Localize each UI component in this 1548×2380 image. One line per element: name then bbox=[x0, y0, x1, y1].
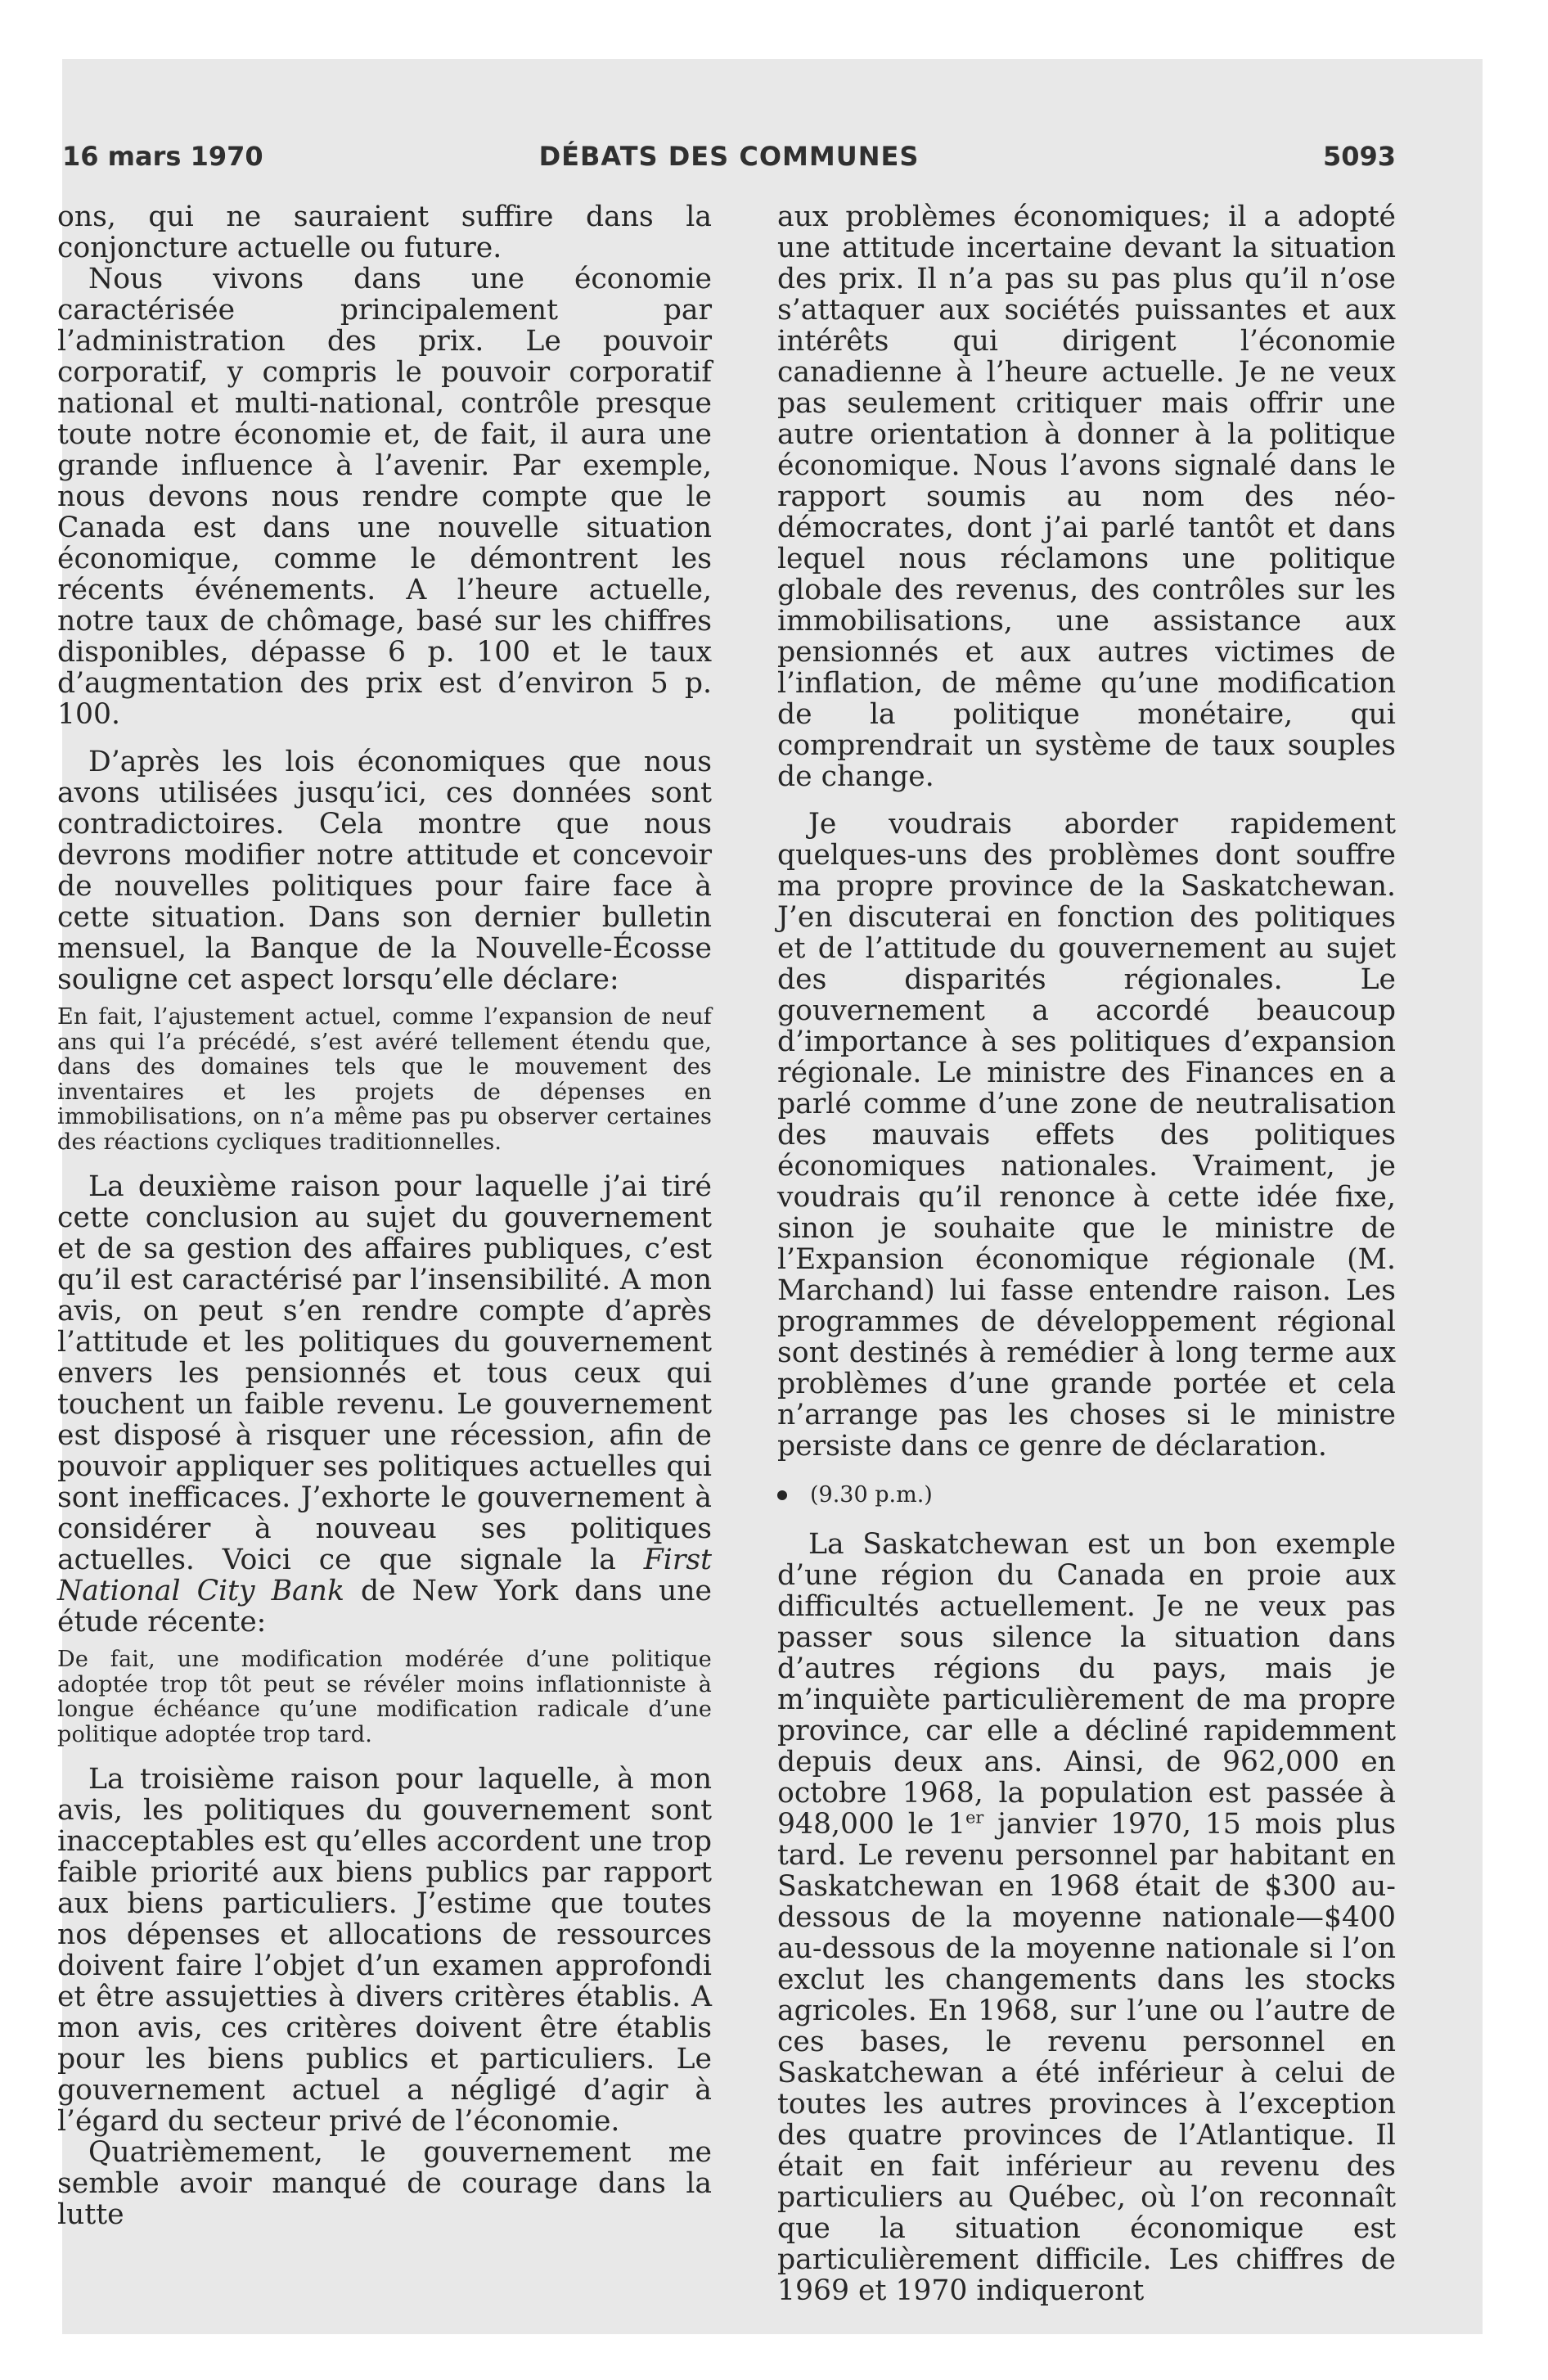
paragraph-text: La deuxième raison pour laquelle j’ai tiré cette conclusion au sujet du gouvernement et de sa gestion des affaires publiques, c’est qu’il est caractérisé par l’insensibilité. A mon avis, on peut s’en rendre compte d’après l’attitude et les politiques du gouvernement envers les pensionnés et tous ceux qui touchent un faible revenu. Le gouvernement est disposé à risquer une récession, afin de pouvoir appliquer ses politiques actuelles qui sont inefficaces. J’exhorte le gouvernement à considérer à nouveau ses politiques actuelles. Voici ce que signale la bbox=[57, 1170, 712, 1576]
paragraph: aux problèmes économiques; il a adopté une attitude incertaine devant la situation des prix. Il n’a pas su pas plus qu’il n’ose s’attaquer aux sociétés puissantes et aux intérêts qui dirigent l’économie canadienne à l’heure actuelle. Je ne veux pas seulement critiquer mais offrir une autre orientation à donner à la politique économique. Nous l’avons signalé dans le rapport soumis au nom des néo-démocrates, dont j’ai parlé tantôt et dans lequel nous réclamons une politique globale des revenus, des contrôles sur les immobilisations, une assistance aux pensionnés et aux autres victimes de l’inflation, de même qu’une modification de la politique monétaire, qui comprendrait un système de taux souples de change. bbox=[777, 201, 1396, 793]
paragraph: Nous vivons dans une économie caractérisée principalement par l’administration des prix. Le pouvoir corporatif, y compris le pouvoir corporatif national et multi-national, contrôle presque toute notre économie et, de fait, il aura une grande influence à l’avenir. Par exemple, nous devons nous rendre compte que le Canada est dans une nouvelle situation économique, comme le démontrent les récents événements. A l’heure actuelle, notre taux de chômage, basé sur les chiffres disponibles, dépasse 6 p. 100 et le taux d’augmentation des prix est d’environ 5 p. 100. bbox=[57, 263, 712, 731]
bullet-icon bbox=[777, 1490, 787, 1500]
header-title: DÉBATS DES COMMUNES bbox=[538, 141, 920, 172]
paragraph: Je voudrais aborder rapidement quelques-uns des problèmes dont souffre ma propre province de la Saskatchewan. J’en discuterai en fonction des politiques et de l’attitude du gouvernement au sujet des disparités régionales. Le gouvernement a accordé beaucoup d’importance à ses politiques d’expansion régionale. Le ministre des Finances en a parlé comme d’une zone de neutralisation des mauvais effets des politiques économiques nationales. Vraiment, je voudrais qu’il renonce à cette idée fixe, sinon je souhaite que le ministre de l’Expansion économique régionale (M. Marchand) lui fasse entendre raison. Les programmes de développement régional sont destinés à remédier à long terme aux problèmes d’une grande portée et cela n’arrange pas les choses si le ministre persiste dans ce genre de déclaration. bbox=[777, 808, 1396, 1463]
paragraph: La troisième raison pour laquelle, à mon avis, les politiques du gouvernement sont inacceptables est qu’elles accordent une trop faible priorité aux biens publics par rapport aux biens particuliers. J’estime que toutes nos dépenses et allocations de ressources doivent faire l’objet d’un examen approfondi et être assujetties à divers critères établis. A mon avis, ces critères doivent être établis pour les biens publics et particuliers. Le gouvernement actuel a négligé d’agir à l’égard du secteur privé de l’économie. bbox=[57, 1763, 712, 2138]
superscript: er bbox=[965, 1807, 984, 1828]
paragraph bbox=[57, 1171, 712, 1638]
paragraph-text: janvier 1970, 15 mois plus tard. Le revenu personnel par habitant en Saskatchewan en 1968 était de $300 au-dessous de la moyenne nationale—$400 au-dessous de la moyenne nationale si l’on exclut les changements dans les stocks agricoles. En 1968, sur l’une ou l’autre de ces bases, le revenu personnel en Saskatchewan a été inférieur à celui de toutes les autres provinces à l’exception des quatre provinces de l’Atlantique. Il était en fait inférieur au revenu des particuliers au Québec, où l’on reconnaît que la situation économique est particulièrement difficile. Les chiffres de 1969 et 1970 indiqueront bbox=[777, 1808, 1396, 2307]
paragraph-text: de New York dans une étude récente: bbox=[57, 1575, 712, 1639]
paragraph bbox=[777, 1529, 1396, 2306]
block-quote: En fait, l’ajustement actuel, comme l’expansion de neuf ans qui l’a précédé, s’est avéré tellement étendu que, dans des domaines tels que le mouvement des inventaires et les projets de dépenses en immobilisations, on n’a même pas pu observer certaines des réactions cycliques traditionnelles. bbox=[57, 1004, 712, 1155]
block-quote: De fait, une modification modérée d’une politique adoptée trop tôt peut se révéler moins inflationniste à longue échéance qu’une modification radicale d’une politique adoptée trop tard. bbox=[57, 1647, 712, 1747]
paragraph: ons, qui ne sauraient suffire dans la conjoncture actuelle ou future. bbox=[57, 201, 712, 264]
paragraph: Quatrièmement, le gouvernement me semble avoir manqué de courage dans la lutte bbox=[57, 2136, 712, 2231]
paragraph: D’après les lois économiques que nous avons utilisées jusqu’ici, ces données sont contradictoires. Cela montre que nous devrons modifier notre attitude et concevoir de nouvelles politiques pour faire face à cette situation. Dans son dernier bulletin mensuel, la Banque de la Nouvelle-Écosse souligne cet aspect lorsqu’elle déclare: bbox=[57, 746, 712, 996]
header-date: 16 mars 1970 bbox=[62, 141, 263, 172]
page-number: 5093 bbox=[1322, 141, 1396, 172]
bank-name: First National City Bank bbox=[57, 1544, 712, 1607]
time-marker bbox=[777, 1483, 1396, 1508]
left-column bbox=[57, 201, 712, 2230]
right-column bbox=[777, 201, 1396, 2306]
page-header bbox=[62, 141, 1396, 182]
time-text: (9.30 p.m.) bbox=[810, 1482, 933, 1508]
scanned-page bbox=[57, 59, 1483, 2334]
paragraph-text: La Saskatchewan est un bon exemple d’une région du Canada en proie aux difficultés actuellement. Je ne veux pas passer sous silence la situation dans d’autres régions du pays, mais je m’inquiète particulièrement de ma propre province, car elle a décliné rapidemment depuis deux ans. Ainsi, de 962,000 en octobre 1968, la population est passée à 948,000 le 1 bbox=[777, 1528, 1396, 1841]
